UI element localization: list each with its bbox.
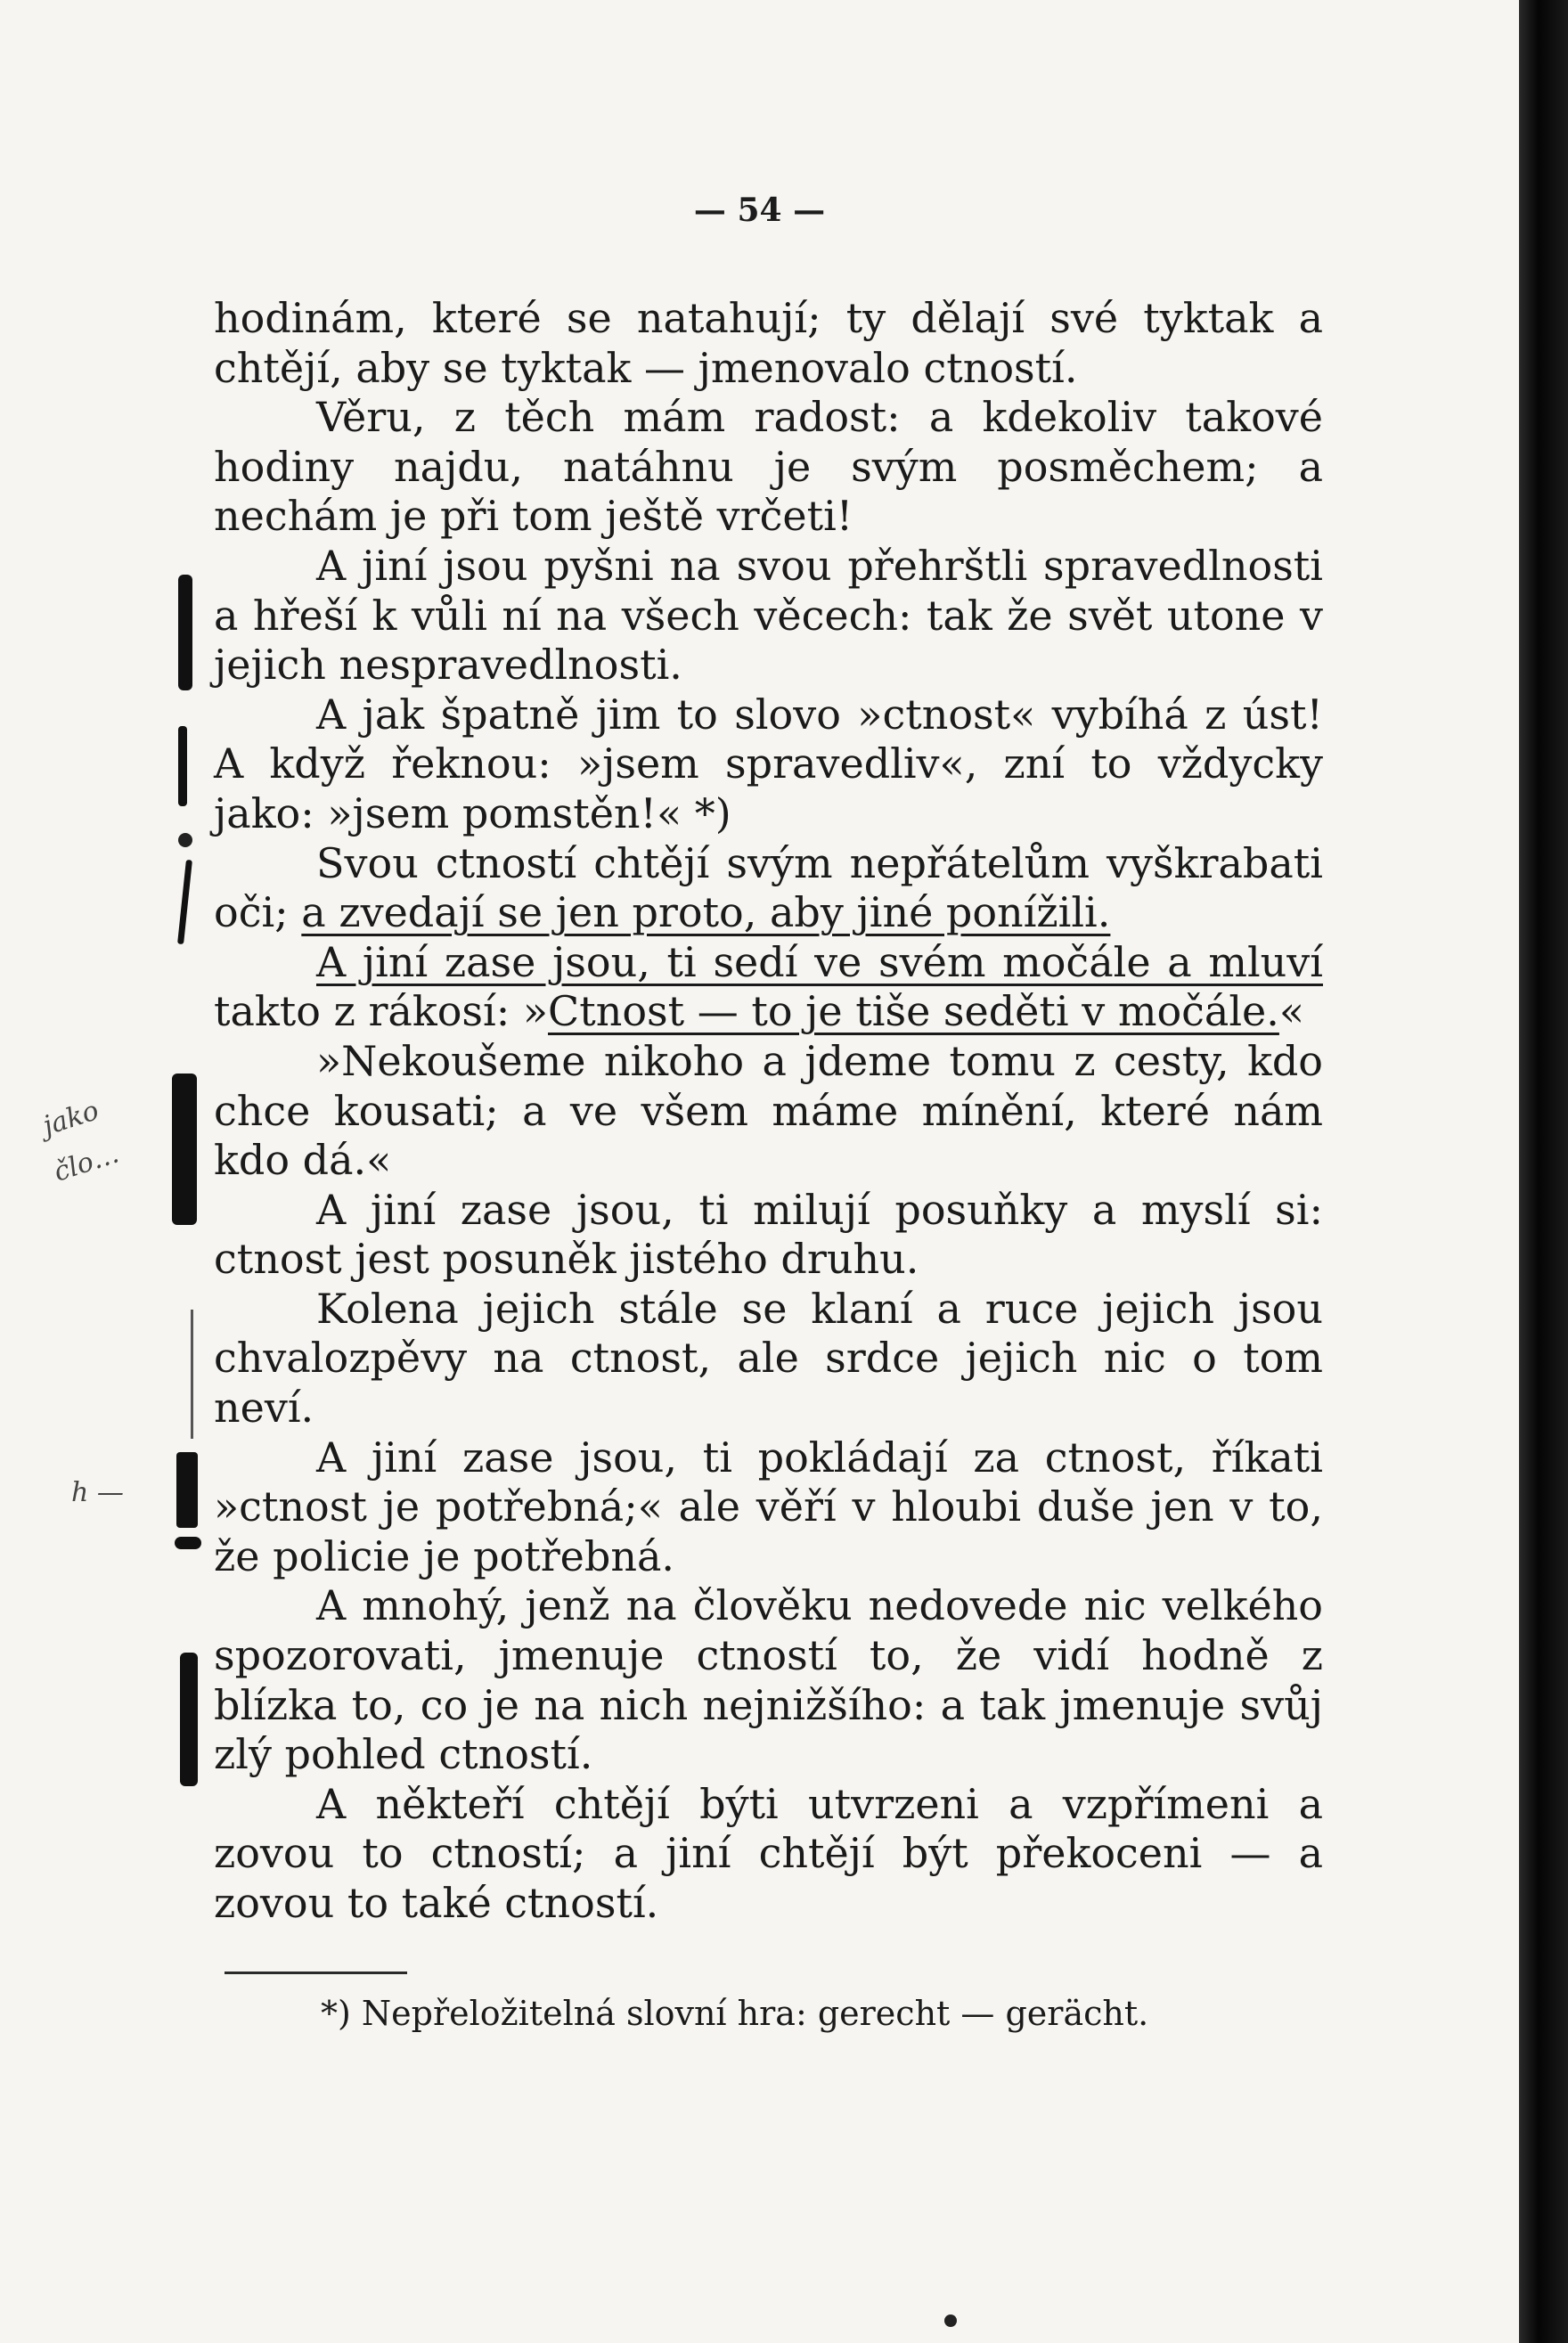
margin-mark — [191, 1310, 193, 1439]
paragraph: A jiní zase jsou, ti milují posuňky a myslí si: ctnost jest posuněk jistého druhu. — [214, 1185, 1323, 1284]
body-text — [214, 294, 1323, 1929]
paragraph: A jak špatně jim to slovo »ctnost« vybíhá z úst! A když řeknou: »jsem spravedliv«, zní to vždycky jako: »jsem pomstěn!« *) — [214, 690, 1323, 837]
footnote: *) Nepřeložitelná slovní hra: gerecht — gerächt. — [321, 1994, 1149, 2033]
margin-mark — [177, 860, 192, 944]
page-number: — 54 — — [693, 192, 826, 229]
underlined-passage: a zvedají se jen proto, aby jiné ponížili. — [301, 888, 1111, 937]
paragraph: Věru, z těch mám radost: a kdekoliv takové hodiny najdu, natáhnu je svým posměchem; a nechám je při tom ještě vrčeti! — [214, 393, 1323, 541]
margin-dot — [178, 833, 192, 847]
print-speck — [944, 2314, 957, 2327]
paragraph-text: Svou ctností chtějí svým nepřátelům vyškrabati oči; — [214, 838, 1323, 937]
margin-mark — [175, 1537, 201, 1549]
footnote-rule — [225, 1972, 407, 1974]
margin-mark — [176, 1452, 198, 1528]
paragraph-text: takto z rákosí: » — [214, 987, 549, 1036]
margin-mark — [178, 726, 187, 806]
margin-note: h — — [71, 1477, 124, 1508]
margin-mark — [172, 1074, 197, 1225]
paragraph: A někteří chtějí býti utvrzeni a vzpřímeni a zovou to ctností; a jiní chtějí být překoceni — a zovou to také ctností. — [214, 1779, 1323, 1927]
margin-note: člo… — [50, 1138, 123, 1188]
margin-mark — [178, 575, 192, 690]
paragraph: A jiní zase jsou, ti pokládají za ctnost, říkati »ctnost je potřebná;« ale věří v hloubi duše jen v to, že policie je potřebná. — [214, 1433, 1323, 1580]
underlined-passage: A jiní zase jsou, ti sedí ve svém močále a mluví — [316, 937, 1323, 986]
paragraph: hodinám, které se natahují; ty dělají své tyktak a chtějí, aby se tyktak — jmenovalo ctností. — [214, 294, 1323, 392]
margin-mark — [180, 1653, 198, 1786]
paragraph-text: « — [1278, 987, 1305, 1036]
paragraph: A mnohý, jenž na člověku nedovede nic velkého spozorovati, jmenuje ctností to, že vidí hodně z blízka to, co je na nich nejnižšího: a tak jmenuje svůj zlý pohled ctností. — [214, 1581, 1323, 1779]
page-edge-shadow — [1519, 0, 1568, 2343]
paragraph: A jiní jsou pyšni na svou přehrštli spravedlnosti a hřeší k vůli ní na všech věcech: tak že svět utone v jejich nespravedlnosti. — [214, 541, 1323, 690]
underlined-passage: Ctnost — to je tiše seděti v močále. — [548, 987, 1279, 1036]
margin-note: jako — [38, 1095, 103, 1142]
paragraph — [214, 938, 1323, 1037]
paragraph — [214, 839, 1323, 938]
paragraph: »Nekoušeme nikoho a jdeme tomu z cesty, kdo chce kousati; a ve všem máme mínění, které nám kdo dá.« — [214, 1036, 1323, 1185]
paragraph: Kolena jejich stále se klaní a ruce jejich jsou chvalozpěvy na ctnost, ale srdce jejich nic o tom neví. — [214, 1284, 1323, 1433]
